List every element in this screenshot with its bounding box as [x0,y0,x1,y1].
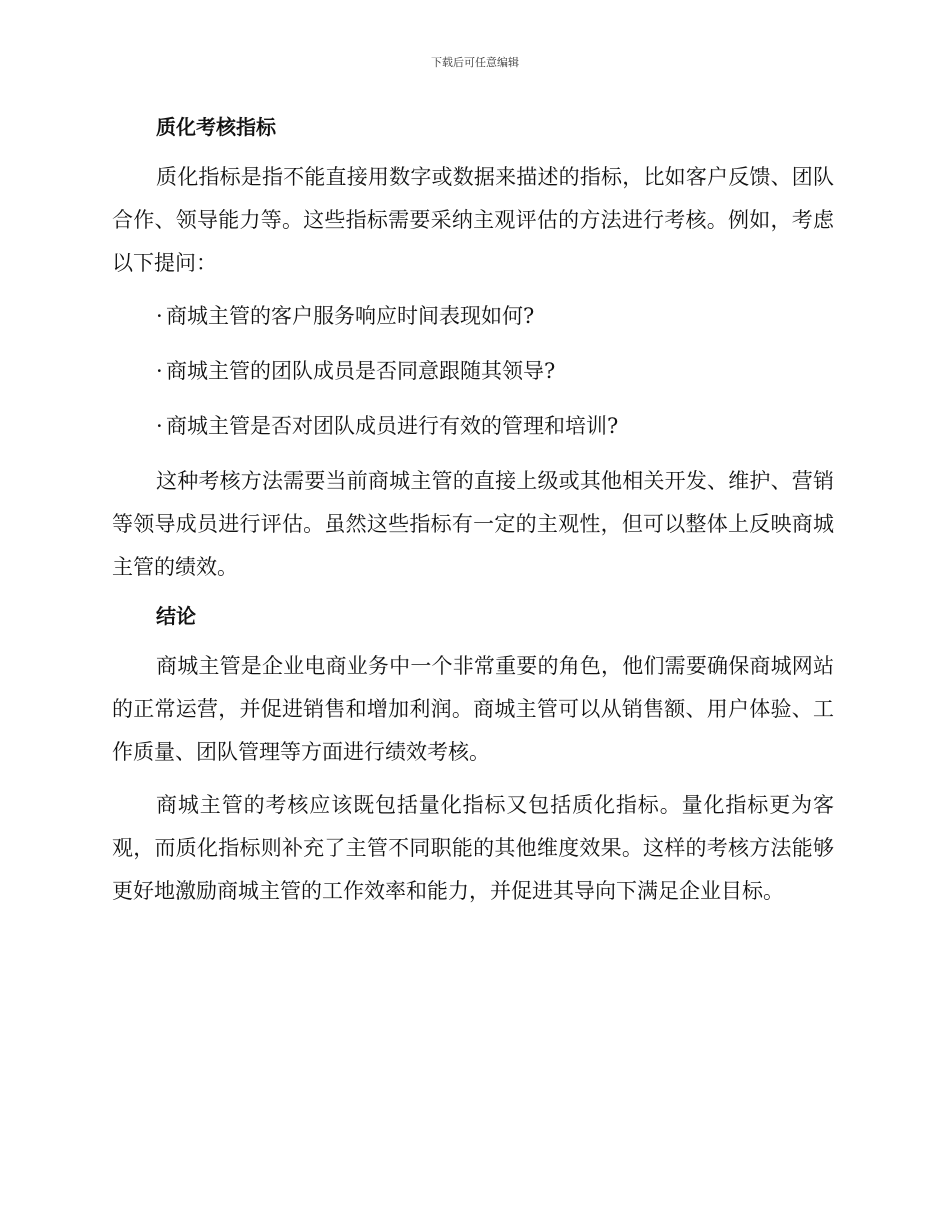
list-item-text: 商城主管的客户服务响应时间表现如何? [166,304,535,328]
section-heading-conclusion: 结论 [156,604,196,628]
page-header: 下载后可任意编辑 [431,56,519,69]
list-item-text: 商城主管是否对团队成员进行有效的管理和培训? [166,414,619,438]
paragraph-qualitative-intro: 质化指标是指不能直接用数字或数据来描述的指标，比如客户反馈、团队合作、领导能力等。这些指标需要采纳主观评估的方法进行考核。例如，考虑以下提问： [112,165,834,275]
list-item [112,405,834,448]
list-item [112,350,834,393]
bullet-dot-icon: · [156,359,163,383]
bullet-dot-icon: · [156,414,163,438]
paragraph-qualitative-outro: 这种考核方法需要当前商城主管的直接上级或其他相关开发、维护、营销等领导成员进行评估。虽然这些指标有一定的主观性，但可以整体上反映商城主管的绩效。 [112,469,834,579]
list-item [112,295,834,338]
paragraph-conclusion-1: 商城主管是企业电商业务中一个非常重要的角色，他们需要确保商城网站的正常运营，并促进销售和增加利润。商城主管可以从销售额、用户体验、工作质量、团队管理等方面进行绩效考核。 [112,654,834,764]
document-body [112,110,834,923]
bullet-dot-icon: · [156,304,163,328]
paragraph-conclusion-2: 商城主管的考核应该既包括量化指标又包括质化指标。量化指标更为客观，而质化指标则补充了主管不同职能的其他维度效果。这样的考核方法能够更好地激励商城主管的工作效率和能力，并促进其导向下满足企业目标。 [112,793,834,903]
section-heading-qualitative: 质化考核指标 [156,115,276,139]
list-item-text: 商城主管的团队成员是否同意跟随其领导? [166,359,556,383]
